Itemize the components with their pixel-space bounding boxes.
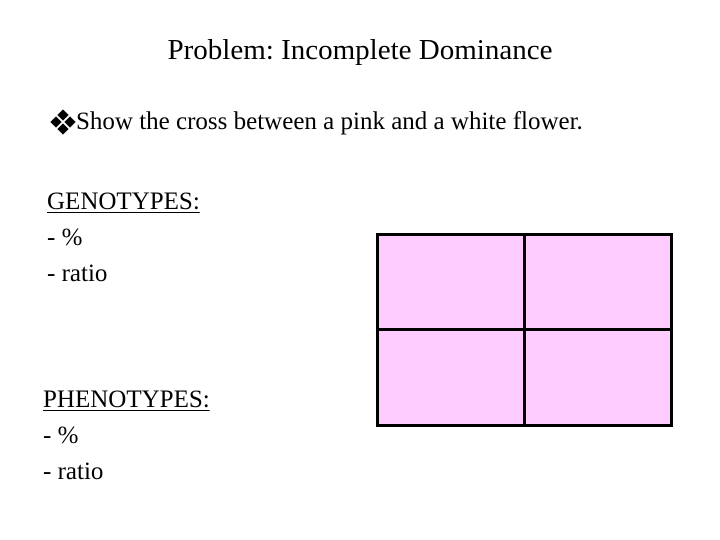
phenotypes-section [43,382,210,490]
genotypes-section [47,184,200,292]
phenotypes-percent: - % [43,422,79,449]
problem-statement-text: Show the cross between a pink and a white flower. [76,108,583,135]
punnett-cell-bottom-right [525,330,671,424]
diamond-bullet-icon [52,111,74,133]
genotypes-heading: GENOTYPES: [47,188,200,215]
genotypes-percent: - % [47,224,83,251]
punnett-cell-bottom-left [379,330,525,424]
punnett-square [376,233,673,427]
phenotypes-heading: PHENOTYPES: [43,386,210,413]
phenotypes-ratio: - ratio [43,458,104,485]
slide-title: Problem: Incomplete Dominance [167,34,553,66]
punnett-cell-top-right [525,236,671,330]
genotypes-ratio: - ratio [47,260,108,287]
problem-statement [52,106,583,138]
punnett-cell-top-left [379,236,525,330]
